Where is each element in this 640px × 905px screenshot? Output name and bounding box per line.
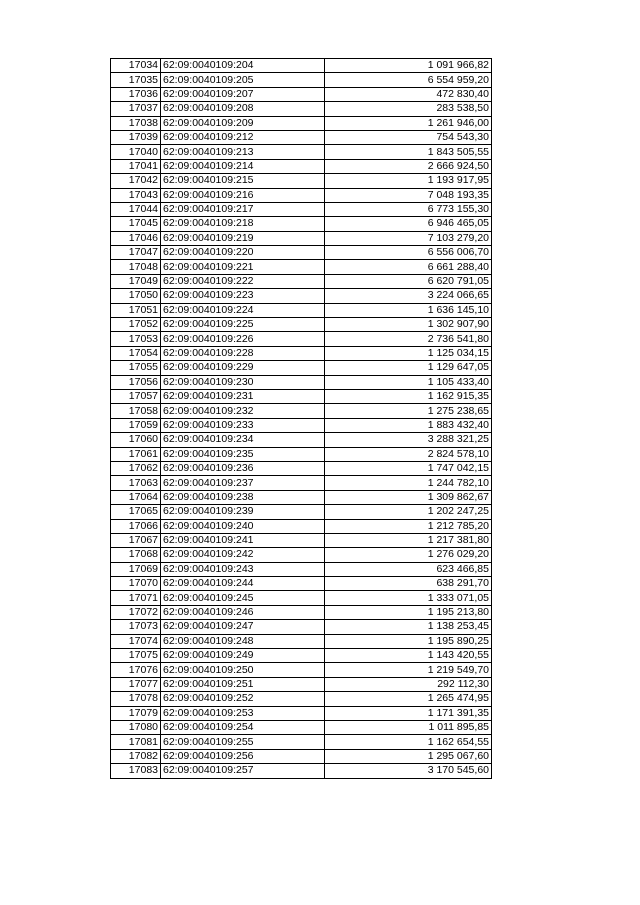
- table-row: [111, 591, 492, 605]
- cadastral-value-cell: 6 556 006,70: [325, 246, 492, 260]
- cadastral-value-cell: 472 830,40: [325, 87, 492, 101]
- table-row: [111, 461, 492, 475]
- table-row: [111, 102, 492, 116]
- row-number-cell: 17078: [111, 692, 161, 706]
- cadastral-number-cell: 62:09:0040109:219: [161, 231, 325, 245]
- row-number-cell: 17062: [111, 461, 161, 475]
- row-number-cell: 17036: [111, 87, 161, 101]
- cadastral-value-cell: 1 265 474,95: [325, 692, 492, 706]
- cadastral-value-cell: 6 661 288,40: [325, 260, 492, 274]
- row-number-cell: 17057: [111, 389, 161, 403]
- cadastral-value-cell: 3 170 545,60: [325, 764, 492, 778]
- cadastral-value-cell: 1 162 915,35: [325, 389, 492, 403]
- cadastral-value-cell: 1 295 067,60: [325, 749, 492, 763]
- table-row: [111, 764, 492, 778]
- table-row: [111, 749, 492, 763]
- cadastral-number-cell: 62:09:0040109:220: [161, 246, 325, 260]
- row-number-cell: 17067: [111, 533, 161, 547]
- cadastral-value-cell: 1 129 647,05: [325, 361, 492, 375]
- table-row: [111, 59, 492, 73]
- cadastral-value-cell: 7 103 279,20: [325, 231, 492, 245]
- row-number-cell: 17074: [111, 634, 161, 648]
- row-number-cell: 17058: [111, 404, 161, 418]
- table-row: [111, 447, 492, 461]
- row-number-cell: 17050: [111, 289, 161, 303]
- row-number-cell: 17054: [111, 346, 161, 360]
- table-row: [111, 346, 492, 360]
- row-number-cell: 17066: [111, 519, 161, 533]
- cadastral-number-cell: 62:09:0040109:212: [161, 130, 325, 144]
- cadastral-value-cell: 1 636 145,10: [325, 303, 492, 317]
- table-row: [111, 87, 492, 101]
- table-row: [111, 605, 492, 619]
- table-row: [111, 188, 492, 202]
- row-number-cell: 17042: [111, 174, 161, 188]
- cadastral-number-cell: 62:09:0040109:228: [161, 346, 325, 360]
- row-number-cell: 17046: [111, 231, 161, 245]
- row-number-cell: 17035: [111, 73, 161, 87]
- cadastral-value-cell: 1 261 946,00: [325, 116, 492, 130]
- cadastral-number-cell: 62:09:0040109:234: [161, 433, 325, 447]
- cadastral-value-cell: 1 195 890,25: [325, 634, 492, 648]
- cadastral-value-cell: 6 620 791,05: [325, 274, 492, 288]
- cadastral-value-cell: 3 288 321,25: [325, 433, 492, 447]
- cadastral-number-cell: 62:09:0040109:231: [161, 389, 325, 403]
- table-row: [111, 634, 492, 648]
- cadastral-number-cell: 62:09:0040109:254: [161, 720, 325, 734]
- row-number-cell: 17080: [111, 720, 161, 734]
- row-number-cell: 17047: [111, 246, 161, 260]
- row-number-cell: 17068: [111, 548, 161, 562]
- cadastral-value-cell: 1 195 213,80: [325, 605, 492, 619]
- table-row: [111, 217, 492, 231]
- row-number-cell: 17071: [111, 591, 161, 605]
- table-row: [111, 260, 492, 274]
- table-row: [111, 663, 492, 677]
- cadastral-value-cell: 2 736 541,80: [325, 332, 492, 346]
- row-number-cell: 17039: [111, 130, 161, 144]
- cadastral-value-cell: 1 843 505,55: [325, 145, 492, 159]
- row-number-cell: 17038: [111, 116, 161, 130]
- row-number-cell: 17060: [111, 433, 161, 447]
- cadastral-value-cell: 6 946 465,05: [325, 217, 492, 231]
- cadastral-value-cell: 3 224 066,65: [325, 289, 492, 303]
- table-row: [111, 562, 492, 576]
- cadastral-value-cell: 6 773 155,30: [325, 202, 492, 216]
- table-row: [111, 677, 492, 691]
- cadastral-value-cell: 623 466,85: [325, 562, 492, 576]
- cadastral-number-cell: 62:09:0040109:247: [161, 620, 325, 634]
- row-number-cell: 17045: [111, 217, 161, 231]
- cadastral-number-cell: 62:09:0040109:209: [161, 116, 325, 130]
- cadastral-number-cell: 62:09:0040109:213: [161, 145, 325, 159]
- cadastral-number-cell: 62:09:0040109:226: [161, 332, 325, 346]
- cadastral-number-cell: 62:09:0040109:221: [161, 260, 325, 274]
- cadastral-value-cell: 1 125 034,15: [325, 346, 492, 360]
- row-number-cell: 17040: [111, 145, 161, 159]
- cadastral-number-cell: 62:09:0040109:216: [161, 188, 325, 202]
- table-row: [111, 548, 492, 562]
- row-number-cell: 17079: [111, 706, 161, 720]
- table-row: [111, 303, 492, 317]
- cadastral-number-cell: 62:09:0040109:246: [161, 605, 325, 619]
- row-number-cell: 17083: [111, 764, 161, 778]
- row-number-cell: 17034: [111, 59, 161, 73]
- table-row: [111, 246, 492, 260]
- cadastral-value-cell: 1 011 895,85: [325, 720, 492, 734]
- cadastral-number-cell: 62:09:0040109:252: [161, 692, 325, 706]
- cadastral-value-cell: 1 193 917,95: [325, 174, 492, 188]
- cadastral-value-cell: 1 202 247,25: [325, 505, 492, 519]
- cadastral-value-cell: 754 543,30: [325, 130, 492, 144]
- table-row: [111, 174, 492, 188]
- table-row: [111, 404, 492, 418]
- cadastral-number-cell: 62:09:0040109:224: [161, 303, 325, 317]
- table-row: [111, 533, 492, 547]
- cadastral-value-cell: 1 244 782,10: [325, 476, 492, 490]
- table-row: [111, 116, 492, 130]
- cadastral-number-cell: 62:09:0040109:237: [161, 476, 325, 490]
- cadastral-number-cell: 62:09:0040109:257: [161, 764, 325, 778]
- row-number-cell: 17056: [111, 375, 161, 389]
- cadastral-number-cell: 62:09:0040109:245: [161, 591, 325, 605]
- cadastral-number-cell: 62:09:0040109:240: [161, 519, 325, 533]
- row-number-cell: 17044: [111, 202, 161, 216]
- cadastral-number-cell: 62:09:0040109:238: [161, 490, 325, 504]
- table-row: [111, 706, 492, 720]
- cadastral-number-cell: 62:09:0040109:205: [161, 73, 325, 87]
- cadastral-value-cell: 1 333 071,05: [325, 591, 492, 605]
- row-number-cell: 17075: [111, 649, 161, 663]
- cadastral-number-cell: 62:09:0040109:223: [161, 289, 325, 303]
- table-row: [111, 274, 492, 288]
- table-row: [111, 649, 492, 663]
- cadastral-number-cell: 62:09:0040109:229: [161, 361, 325, 375]
- cadastral-value-cell: 1 091 966,82: [325, 59, 492, 73]
- cadastral-number-cell: 62:09:0040109:242: [161, 548, 325, 562]
- cadastral-number-cell: 62:09:0040109:255: [161, 735, 325, 749]
- cadastral-value-cell: 7 048 193,35: [325, 188, 492, 202]
- table-row: [111, 476, 492, 490]
- cadastral-value-cell: 1 276 029,20: [325, 548, 492, 562]
- table-row: [111, 577, 492, 591]
- cadastral-number-cell: 62:09:0040109:225: [161, 318, 325, 332]
- row-number-cell: 17081: [111, 735, 161, 749]
- cadastral-number-cell: 62:09:0040109:243: [161, 562, 325, 576]
- row-number-cell: 17043: [111, 188, 161, 202]
- cadastral-value-cell: 1 275 238,65: [325, 404, 492, 418]
- row-number-cell: 17048: [111, 260, 161, 274]
- cadastral-value-cell: 1 747 042,15: [325, 461, 492, 475]
- cadastral-number-cell: 62:09:0040109:215: [161, 174, 325, 188]
- row-number-cell: 17064: [111, 490, 161, 504]
- cadastral-number-cell: 62:09:0040109:250: [161, 663, 325, 677]
- table-row: [111, 735, 492, 749]
- cadastral-value-cell: 638 291,70: [325, 577, 492, 591]
- cadastral-number-cell: 62:09:0040109:218: [161, 217, 325, 231]
- cadastral-number-cell: 62:09:0040109:207: [161, 87, 325, 101]
- cadastral-number-cell: 62:09:0040109:230: [161, 375, 325, 389]
- cadastral-value-cell: 2 666 924,50: [325, 159, 492, 173]
- cadastral-number-cell: 62:09:0040109:241: [161, 533, 325, 547]
- row-number-cell: 17063: [111, 476, 161, 490]
- table-row: [111, 620, 492, 634]
- cadastral-number-cell: 62:09:0040109:235: [161, 447, 325, 461]
- row-number-cell: 17051: [111, 303, 161, 317]
- cadastral-value-cell: 6 554 959,20: [325, 73, 492, 87]
- cadastral-value-cell: 1 883 432,40: [325, 418, 492, 432]
- cadastral-value-cell: 292 112,30: [325, 677, 492, 691]
- table-body: [111, 59, 492, 779]
- cadastral-number-cell: 62:09:0040109:204: [161, 59, 325, 73]
- cadastral-value-cell: 2 824 578,10: [325, 447, 492, 461]
- table-row: [111, 490, 492, 504]
- row-number-cell: 17070: [111, 577, 161, 591]
- row-number-cell: 17059: [111, 418, 161, 432]
- cadastral-value-cell: 1 302 907,90: [325, 318, 492, 332]
- cadastral-number-cell: 62:09:0040109:256: [161, 749, 325, 763]
- row-number-cell: 17077: [111, 677, 161, 691]
- cadastral-value-cell: 1 138 253,45: [325, 620, 492, 634]
- table-row: [111, 519, 492, 533]
- cadastral-number-cell: 62:09:0040109:208: [161, 102, 325, 116]
- cadastral-value-cell: 1 309 862,67: [325, 490, 492, 504]
- row-number-cell: 17049: [111, 274, 161, 288]
- row-number-cell: 17053: [111, 332, 161, 346]
- table-row: [111, 73, 492, 87]
- table-row: [111, 361, 492, 375]
- cadastral-value-cell: 1 162 654,55: [325, 735, 492, 749]
- row-number-cell: 17065: [111, 505, 161, 519]
- row-number-cell: 17061: [111, 447, 161, 461]
- table-row: [111, 289, 492, 303]
- cadastral-number-cell: 62:09:0040109:249: [161, 649, 325, 663]
- table-row: [111, 159, 492, 173]
- cadastral-value-cell: 1 171 391,35: [325, 706, 492, 720]
- table-row: [111, 318, 492, 332]
- cadastral-value-cell: 283 538,50: [325, 102, 492, 116]
- row-number-cell: 17052: [111, 318, 161, 332]
- cadastral-number-cell: 62:09:0040109:248: [161, 634, 325, 648]
- cadastral-value-cell: 1 105 433,40: [325, 375, 492, 389]
- row-number-cell: 17082: [111, 749, 161, 763]
- row-number-cell: 17041: [111, 159, 161, 173]
- row-number-cell: 17072: [111, 605, 161, 619]
- row-number-cell: 17055: [111, 361, 161, 375]
- table-row: [111, 375, 492, 389]
- table-row: [111, 332, 492, 346]
- cadastral-number-cell: 62:09:0040109:217: [161, 202, 325, 216]
- table-row: [111, 505, 492, 519]
- cadastral-number-cell: 62:09:0040109:236: [161, 461, 325, 475]
- table-row: [111, 720, 492, 734]
- cadastral-number-cell: 62:09:0040109:253: [161, 706, 325, 720]
- table-row: [111, 145, 492, 159]
- table-row: [111, 202, 492, 216]
- cadastral-value-cell: 1 219 549,70: [325, 663, 492, 677]
- cadastral-number-cell: 62:09:0040109:244: [161, 577, 325, 591]
- row-number-cell: 17037: [111, 102, 161, 116]
- table-row: [111, 389, 492, 403]
- table-row: [111, 433, 492, 447]
- table-row: [111, 231, 492, 245]
- cadastral-number-cell: 62:09:0040109:222: [161, 274, 325, 288]
- cadastral-value-cell: 1 212 785,20: [325, 519, 492, 533]
- row-number-cell: 17076: [111, 663, 161, 677]
- cadastral-number-cell: 62:09:0040109:214: [161, 159, 325, 173]
- cadastral-number-cell: 62:09:0040109:233: [161, 418, 325, 432]
- table-row: [111, 692, 492, 706]
- cadastral-number-cell: 62:09:0040109:239: [161, 505, 325, 519]
- cadastral-number-cell: 62:09:0040109:251: [161, 677, 325, 691]
- cadastral-value-table: [110, 58, 492, 779]
- cadastral-value-cell: 1 143 420,55: [325, 649, 492, 663]
- table-row: [111, 130, 492, 144]
- row-number-cell: 17073: [111, 620, 161, 634]
- cadastral-value-cell: 1 217 381,80: [325, 533, 492, 547]
- row-number-cell: 17069: [111, 562, 161, 576]
- cadastral-number-cell: 62:09:0040109:232: [161, 404, 325, 418]
- table-row: [111, 418, 492, 432]
